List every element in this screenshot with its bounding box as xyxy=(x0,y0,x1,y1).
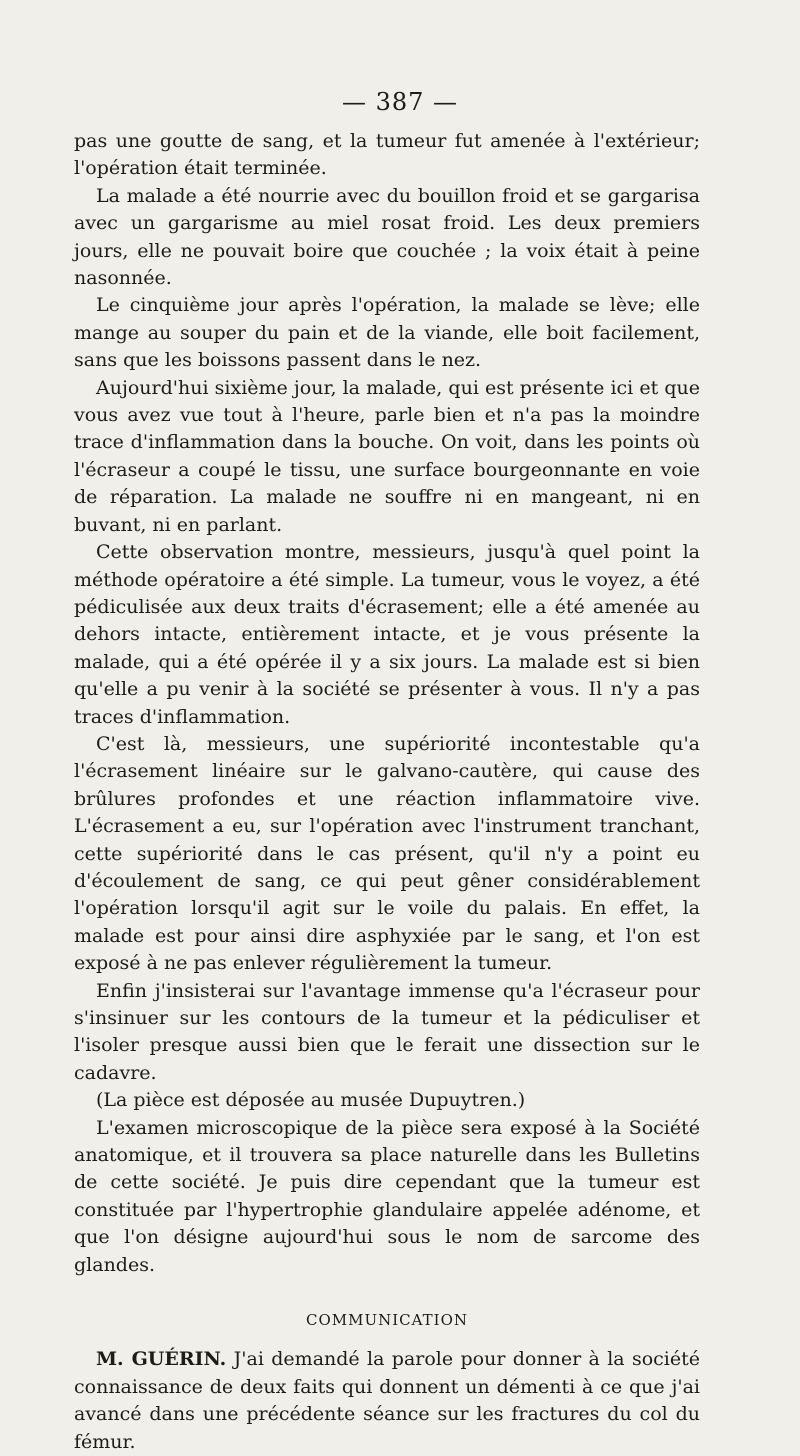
paragraph-3: Le cinquième jour après l'opération, la malade se lève; elle mange au souper du pain et de la viande, elle boit facilement, sans que les boissons passent dans le nez. xyxy=(74,294,700,372)
paragraph-guerin xyxy=(74,1346,700,1456)
speaker-name: M. GUÉRIN. xyxy=(96,1348,227,1371)
section-heading: COMMUNICATION xyxy=(305,1311,469,1330)
paragraph-2: La malade a été nourrie avec du bouillon froid et se gargarisa avec un gargarisme au miel rosat froid. Les deux premiers jours, elle ne pouvait boire que couchée ; la voix était à peine nasonnée. xyxy=(74,184,700,290)
paragraph-4: Aujourd'hui sixième jour, la malade, qui est présente ici et que vous avez vue tout à l'heure, parle bien et n'a pas la moindre trace d'inflammation dans la bouche. On voit, dans les points où l'écraseur a coupé le tissu, une surface bourgeonnante en voie de réparation. La malade ne souffre ni en mangeant, ni en buvant, ni en parlant. xyxy=(74,376,700,536)
page-number: — 387 — xyxy=(341,88,459,116)
paragraph-9: L'examen microscopique de la pièce sera exposé à la Société anatomique, et il trouvera sa place naturelle dans les Bulletins de cette société. Je puis dire cependant que la tumeur est constituée par l'hypertrophie glandulaire appelée adénome, et que l'on désigne aujourd'hui sous le nom de sarcome des glandes. xyxy=(74,1116,700,1276)
paragraph-7: Enfin j'insisterai sur l'avantage immense qu'a l'écraseur pour s'insinuer sur les contours de la tumeur et la pédiculiser et l'isoler presque aussi bien que le ferait une dissection sur le cadavre. xyxy=(74,979,700,1084)
speaker-text: J'ai demandé la parole pour donner à la société connaissance de deux faits qui donnent un démenti à ce que j'ai avancé dans une précédente séance sur les fractures du col du fémur. xyxy=(74,1348,700,1453)
body-text xyxy=(74,128,700,1456)
paragraph-5: Cette observation montre, messieurs, jusqu'à quel point la méthode opératoire a été simple. La tumeur, vous le voyez, a été pédiculisée aux deux traits d'écrasement; elle a été amenée au dehors intacte, entièrement intacte, et je vous présente la malade, qui a été opérée il y a six jours. La malade est si bien qu'elle a pu venir à la société se présenter à vous. Il n'y a pas traces d'inflammation. xyxy=(74,541,700,728)
paragraph-8: (La pièce est déposée au musée Dupuytren.) xyxy=(96,1089,526,1112)
paragraph-1: pas une goutte de sang, et la tumeur fut amenée à l'extérieur; l'opération était terminée. xyxy=(74,130,700,180)
paragraph-6: C'est là, messieurs, une supériorité incontestable qu'a l'écrasement linéaire sur le galvano-cautère, qui cause des brûlures profondes et une réaction inflammatoire vive. L'écrasement a eu, sur l'opération avec l'instrument tranchant, cette supériorité dans le cas présent, qu'il n'y a point eu d'écoulement de sang, ce qui peut gêner considérablement l'opération lorsqu'il agit sur le voile du palais. En effet, la malade est pour ainsi dire asphyxiée par le sang, et l'on est exposé à ne pas enlever régulièrement la tumeur. xyxy=(74,732,700,975)
